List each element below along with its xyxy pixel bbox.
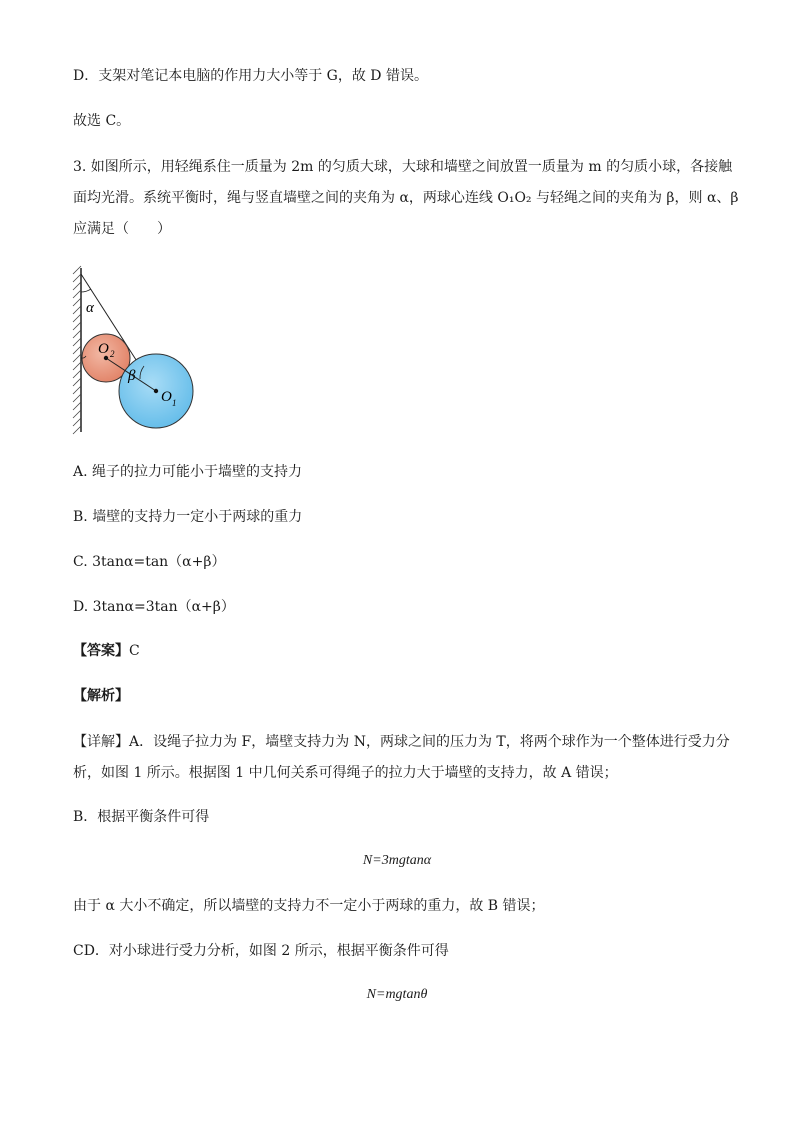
question-3-line-1: 3. 如图所示，用轻绳系住一质量为 2m 的匀质大球，大球和墙壁之间放置一质量为 m 的匀质小球，各接触: [73, 159, 733, 175]
explanation-b-line: B．根据平衡条件可得: [73, 809, 210, 825]
option-b: B. 墙壁的支持力一定小于两球的重力: [73, 509, 303, 525]
answer-line: [73, 641, 140, 661]
o1-subscript: 1: [172, 398, 177, 408]
formula-1: N=3mgtanα: [362, 853, 432, 868]
physics-figure: [60, 260, 260, 440]
o2-label: O: [98, 341, 109, 357]
d-option-analysis: D．支架对笔记本电脑的作用力大小等于 G，故 D 错误。: [73, 68, 428, 84]
center-o1: [154, 389, 158, 393]
choose-c: 故选 C。: [73, 113, 131, 129]
question-3-line-3: 应满足（ ）: [73, 221, 171, 237]
answer-label: 【答案】: [73, 643, 129, 659]
answer-value: C: [129, 643, 140, 659]
option-d: D. 3tanα=3tan（α+β）: [73, 599, 235, 615]
beta-label: β: [128, 368, 136, 384]
formula-2: N=mgtanθ: [366, 987, 428, 1002]
option-c: C. 3tanα=tan（α+β）: [73, 554, 226, 570]
alpha-label: α: [86, 300, 94, 316]
explanation-line-2: 析，如图 1 所示。根据图 1 中几何关系可得绳子的拉力大于墙壁的支持力，故 A 错误；: [73, 765, 618, 781]
question-3-line-2: 面均光滑。系统平衡时，绳与竖直墙壁之间的夹角为 α，两球心连线 O₁O₂ 与轻绳之间的夹角为 β，则 α、β: [73, 190, 739, 206]
explanation-cd-line: CD．对小球进行受力分析，如图 2 所示，根据平衡条件可得: [73, 943, 449, 959]
o2-subscript: 2: [110, 349, 115, 359]
explanation-b-conclusion: 由于 α 大小不确定，所以墙壁的支持力不一定小于两球的重力，故 B 错误；: [73, 898, 545, 914]
analysis-label: 【解析】: [73, 688, 129, 704]
wall-hatching: [73, 266, 81, 434]
o1-label: O: [161, 389, 172, 405]
option-a: A. 绳子的拉力可能小于墙壁的支持力: [73, 464, 303, 480]
explanation-line-1: 【详解】A．设绳子拉力为 F，墙壁支持力为 N，两球之间的压力为 T，将两个球作为一个整体进行受力分: [73, 734, 730, 750]
alpha-arc: [81, 289, 91, 292]
